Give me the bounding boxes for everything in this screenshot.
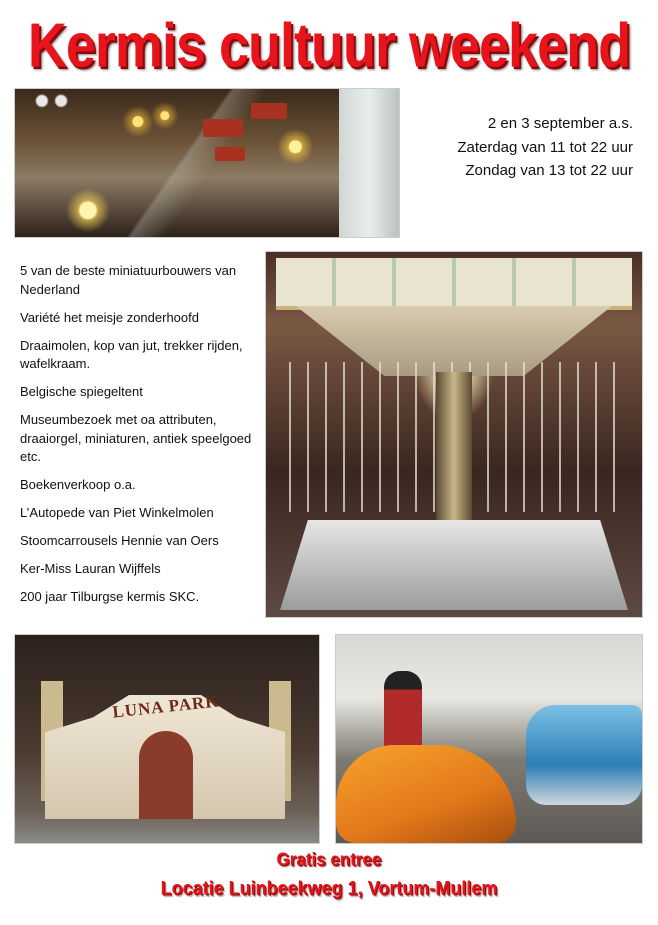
- luna-park-photo: [14, 634, 320, 844]
- programme-item: Boekenverkoop o.a.: [20, 477, 136, 492]
- blue-bumper-car: [526, 705, 642, 805]
- luna-park-entrance: [139, 731, 193, 819]
- miniature-car: [215, 147, 245, 161]
- visitor-figure: [384, 671, 422, 755]
- location-text: Locatie Luinbeekweg 1, Vortum-Mullem: [160, 876, 498, 899]
- chair-carousel-photo: [265, 251, 643, 618]
- schedule-sunday: Zondag van 13 tot 22 uur: [465, 162, 633, 179]
- miniature-car: [251, 103, 287, 119]
- programme-item: Variété het meisje zonderhoofd: [20, 309, 199, 325]
- museum-vehicles-photo: [335, 634, 643, 844]
- miniature-display-photo: [14, 88, 400, 238]
- carousel-canopy: [276, 258, 632, 310]
- free-entry-text: Gratis entree: [276, 849, 382, 870]
- programme-item: Stoomcarrousels Hennie van Oers: [20, 533, 219, 548]
- schedule-saturday: Zaterdag van 11 tot 22 uur: [457, 138, 633, 156]
- event-schedule: [457, 112, 633, 183]
- programme-item: 200 jaar Tilburgse kermis SKC.: [20, 589, 200, 604]
- programme-item: Draaimolen, kop van jut, trekker rijden, wafelkraam.: [20, 337, 243, 371]
- programme-item: 5 van de beste miniatuurbouwers van Nederland: [20, 263, 237, 297]
- programme-item: Museumbezoek met oa attributen, draaiorgel, miniaturen, antiek speelgoed etc.: [20, 412, 252, 464]
- programme-item: Belgische spiegeltent: [20, 384, 143, 399]
- programme-item: Ker-Miss Lauran Wijffels: [20, 561, 161, 576]
- miniature-car: [203, 119, 243, 137]
- display-case-side: [339, 89, 399, 237]
- programme-list: [20, 262, 260, 616]
- luna-park-sign: LUNA PARK: [111, 691, 221, 722]
- schedule-dates: 2 en 3 september a.s.: [487, 115, 633, 132]
- programme-item: L’Autopede van Piet Winkelmolen: [20, 505, 214, 520]
- page-title: Kermis cultuur weekend: [27, 11, 631, 81]
- carousel-center-pole: [436, 372, 472, 522]
- carousel-base: [280, 520, 628, 610]
- orange-sidecar: [336, 745, 516, 843]
